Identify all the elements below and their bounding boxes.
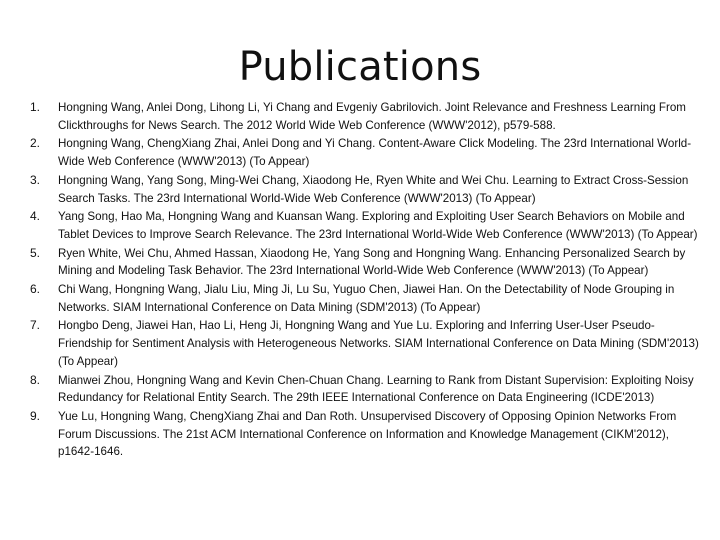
publication-citation: Yue Lu, Hongning Wang, ChengXiang Zhai and Dan Roth. Unsupervised Discovery of Opposing Opinion Networks From Forum Discussions. The 21st ACM International Conference on Information and Knowledge Management (CIKM'2012), p1642-1646. [58, 409, 677, 459]
publication-number: 2. [30, 136, 41, 151]
publication-citation: Hongbo Deng, Jiawei Han, Hao Li, Heng Ji, Hongning Wang and Yue Lu. Exploring and Inferring User-User Pseudo-Friendship for Sentiment Analysis with Heterogeneous Networks. SIAM International Conference on Data Mining (SDM'2013) (To Appear) [58, 319, 699, 368]
publication-citation: Hongning Wang, Yang Song, Ming-Wei Chang, Xiaodong He, Ryen White and Wei Chu. Learning to Extract Cross-Session Search Tasks. The 23rd International World-Wide Web Conference (WWW'2013) (To Appear) [58, 173, 689, 205]
publication-number: 4. [30, 209, 41, 224]
publication-item [30, 317, 700, 370]
publication-number: 3. [30, 172, 41, 187]
publication-item [30, 408, 700, 461]
publication-item [30, 172, 700, 207]
publication-item [30, 135, 700, 170]
publication-item [30, 245, 700, 280]
publication-item [30, 208, 700, 243]
publication-number: 1. [30, 100, 41, 114]
publication-number: 9. [30, 408, 41, 423]
publication-list [30, 99, 700, 462]
publication-citation: Chi Wang, Hongning Wang, Jialu Liu, Ming Ji, Lu Su, Yuguo Chen, Jiawei Han. On the Detectability of Node Grouping in Networks. SIAM International Conference on Data Mining (SDM'2013) (To Appear) [58, 283, 675, 314]
publication-item [30, 99, 700, 134]
page-title: Publications [238, 44, 482, 90]
publication-item [30, 372, 700, 407]
publication-number: 6. [30, 282, 41, 297]
publication-citation: Hongning Wang, Anlei Dong, Lihong Li, Yi Chang and Evgeniy Gabrilovich. Joint Relevance and Freshness Learning From Clickthroughs for News Search. The 2012 World Wide Web Conference (WWW'2012), p579-588. [58, 101, 686, 132]
publication-citation: Hongning Wang, ChengXiang Zhai, Anlei Dong and Yi Chang. Content-Aware Click Modeling. The 23rd International World-Wide Web Conference (WWW'2013) (To Appear) [58, 137, 692, 169]
publication-citation: Mianwei Zhou, Hongning Wang and Kevin Chen-Chuan Chang. Learning to Rank from Distant Supervision: Exploiting Noisy Redundancy for Relational Entity Search. The 29th IEEE International Conference on Data Engineering (ICDE'2013) [58, 373, 694, 405]
publication-number: 7. [30, 318, 41, 333]
publication-citation: Yang Song, Hao Ma, Hongning Wang and Kuansan Wang. Exploring and Exploiting User Search Behaviors on Mobile and Tablet Devices to Improve Search Relevance. The 23rd International World-Wide Web Conference (WWW'2013) (To Appear) [58, 210, 698, 241]
publication-item [30, 281, 700, 316]
publication-number: 5. [30, 245, 41, 260]
publication-number: 8. [30, 372, 41, 387]
publication-citation: Ryen White, Wei Chu, Ahmed Hassan, Xiaodong He, Yang Song and Hongning Wang. Enhancing Personalized Search by Mining and Modeling Task Behavior. The 23rd International World-Wide Web Conference (WWW'2013) (To Appear) [58, 246, 686, 278]
